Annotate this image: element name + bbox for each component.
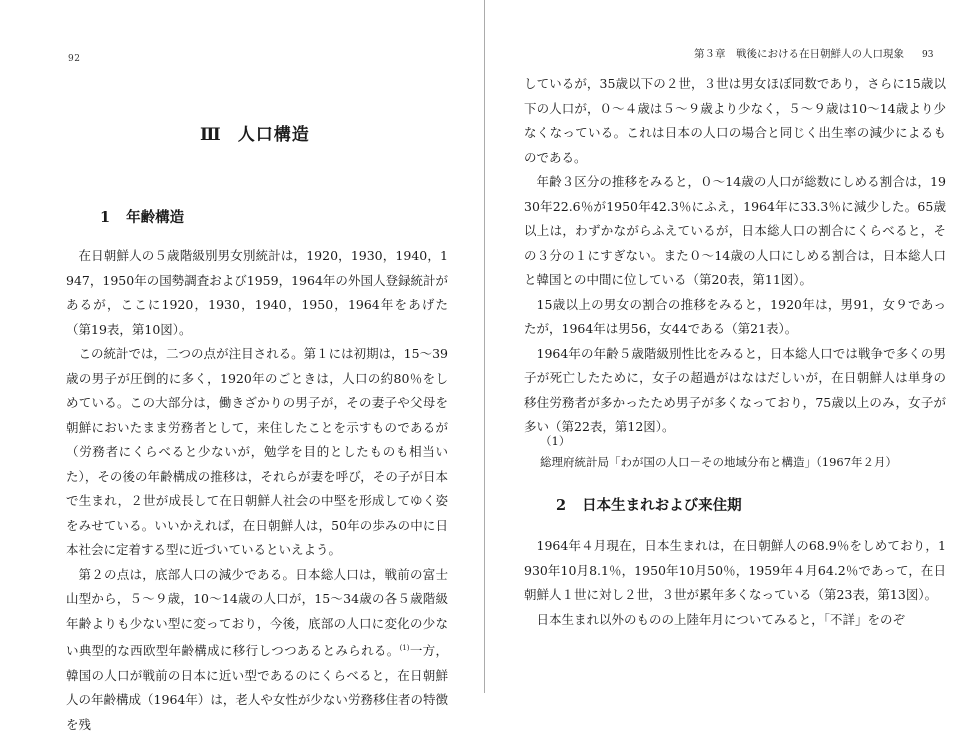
left-page [0,0,484,693]
footnote [540,431,940,473]
paragraph-text: 一方，韓国の人口が戦前の日本に近い型であるのにくらべると，在日朝鮮人の年齢構成（1964年）は，老人や女性が少ない労務移住者の特徴を残 [66,643,448,732]
footnote-mark: （1） [540,434,570,448]
paragraph: この統計では，二つの点が注目される。第１には初期は，15～39歳の男子が圧倒的に多く，1920年のごときは，人口の約80％をしめている。この大部分は，働きざかりの男子が，その妻子や父母を朝鮮においたまま労務者として，来住したことを示すものであるが（労務者にくらべると少ないが，勉学を目的としたものも相当いた），その後の年齢構成の推移は，それらが妻を呼び，その子が日本で生まれ，２世が成長して在日朝鮮人社会の中堅を形成してゆく姿をみせている。いいかえれば，在日朝鮮人は，50年の歩みの中に日本社会に定着する型に近づいているといえよう。 [66,342,448,563]
subsection-title: 年齢構造 [126,209,184,226]
paragraph: 年齢３区分の推移をみると，０～14歳の人口が総数にしめる割合は，1930年22.6％が1950年42.3％にふえ，1964年に33.3％に減少した。65歳以上は，わずかながらふえているが，日本総人口の割合にくらべると，その３分の１にすぎない。また０～14歳の人口にしめる割合は，日本総人口と韓国との中間に位している（第20表，第11図）。 [524,170,946,293]
section-title [200,120,310,145]
paragraph: 1964年の年齢５歳階級別性比をみると，日本総人口では戦争で多くの男子が死亡したために，女子の超過がはなはだしいが，在日朝鮮人は単身の移住労務者が多かったため男子が多くなっており，75歳以上のみ，女子が多い（第22表，第12図）。 [524,342,946,440]
paragraph [66,563,448,737]
subsection-heading-2 [556,494,742,515]
footnote-text: 総理府統計局「わが国の人口－その地域分布と構造」（1967年２月） [540,455,897,469]
running-head [694,46,964,61]
right-body-text-bottom [524,534,946,632]
paragraph: 15歳以上の男女の割合の推移をみると，1920年は，男91，女９であったが，1964年は男56，女44である（第21表）。 [524,293,946,342]
page-number-left: 92 [68,54,80,64]
paragraph: 日本生まれ以外のものの上陸年月についてみると，「不詳」をのぞ [524,608,946,633]
subsection-number: 2 [556,497,566,514]
left-body-text [66,244,448,737]
running-head-title: 第３章 戦後における在日朝鮮人の人口現象 [694,48,904,60]
paragraph: 1964年４月現在，日本生まれは，在日朝鮮人の68.9％をしめており，1930年10月8.1％，1950年10月50％，1959年４月64.2％であって，在日朝鮮人１世に対し２世，３世が累年多くなっている（第23表，第13図）。 [524,534,946,608]
subsection-title: 日本生まれおよび来住期 [582,497,742,514]
subsection-number: 1 [100,209,110,226]
page-number-right: 93 [922,50,933,60]
section-numeral: Ⅲ [200,125,222,145]
paragraph-text: 第２の点は，底部人口の減少である。日本総人口は，戦前の富士山型から，５～９歳，10～14歳の人口が，15～34歳の各５歳階級年齢よりも少ない型に変っており，今後，底部の人口に変化の少ない典型的な西欧型年齢構成に移行しつつあるとみられる。 [66,567,448,659]
right-body-text-top [524,72,946,440]
paragraph: 在日朝鮮人の５歳階級別男女別統計は，1920，1930，1940，1947，1950年の国勢調査および1959，1964年の外国人登録統計があるが，ここに1920，1930，1940，1950，1964年をあげた（第19表，第10図）。 [66,244,448,342]
paragraph: しているが，35歳以下の２世，３世は男女ほぼ同数であり，さらに15歳以下の人口が，０～４歳は５～９歳より少なく，５～９歳は10～14歳より少なくなっている。これは日本の人口の場合と同じく出生率の減少によるものである。 [524,72,946,170]
right-page [484,0,980,693]
section-title-text: 人口構造 [238,125,310,145]
footnote-reference: (1) [400,644,410,652]
subsection-heading-1 [100,206,184,227]
